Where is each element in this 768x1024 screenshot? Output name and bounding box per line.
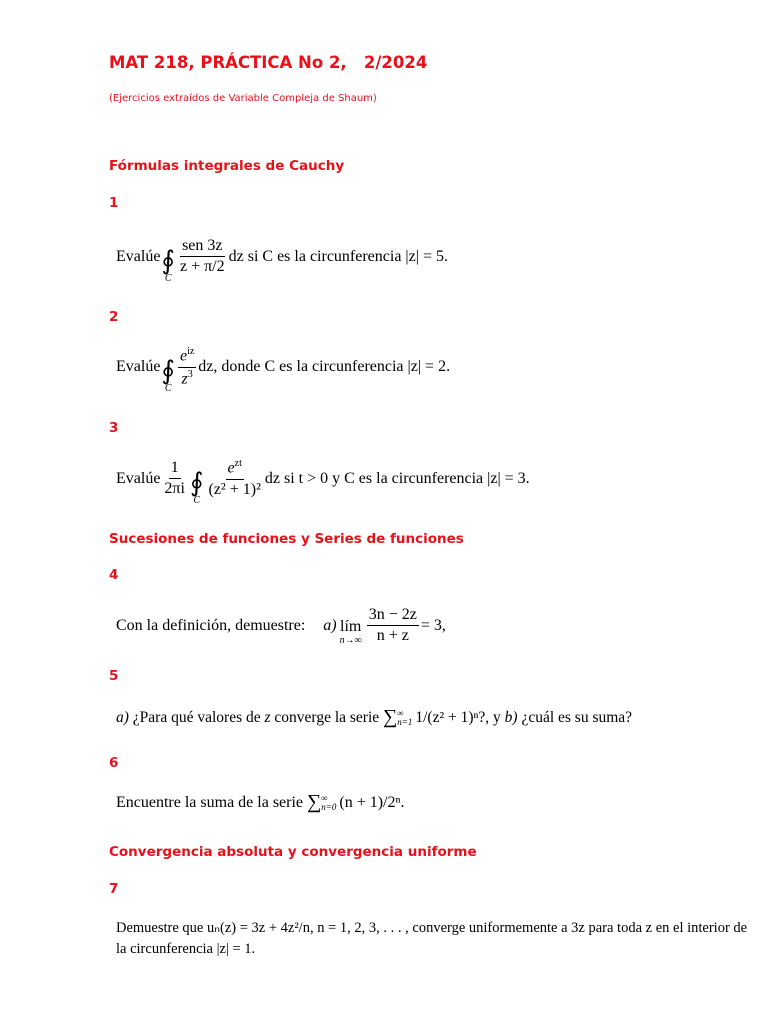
- exercise-1: [116, 237, 448, 284]
- exercise-number-7: 7: [109, 881, 119, 897]
- exercise-3: [116, 458, 530, 506]
- exercise-5-part-a: a): [116, 708, 129, 726]
- exercise-2-prefix: Evalúe: [116, 358, 161, 376]
- exercise-1-fraction: $\frac{\text{sen 3z}}{z + \pi/2}$: [179, 237, 225, 276]
- exercise-4-suffix: = 3,: [420, 616, 446, 634]
- exercise-3-prefix: Evalúe: [116, 469, 161, 487]
- exercise-2-suffix: dz, donde C es la circunferencia |z| = 2.: [198, 358, 451, 376]
- exercise-3-coefficient: $\frac{1}{2\pi i}$: [164, 458, 185, 498]
- exercise-number-4: 4: [109, 567, 119, 583]
- exercise-1-suffix: dz si C es la circunferencia |z| = 5.: [228, 247, 448, 265]
- sum-limits: ∞ n=1: [397, 707, 413, 727]
- exercise-7: [116, 918, 747, 960]
- limit-symbol: lím n→∞: [339, 617, 362, 646]
- exercise-5-term: 1/(z² + 1)ⁿ?, y: [415, 708, 501, 726]
- exercise-number-6: 6: [109, 755, 119, 771]
- exercise-7-line-2: la circunferencia |z| = 1.: [116, 941, 256, 957]
- exercise-5-text-b: converge la serie: [274, 708, 380, 726]
- exercise-number-5: 5: [109, 668, 119, 684]
- sum-symbol: ∑: [383, 706, 398, 728]
- section-heading-sequences: Sucesiones de funciones y Series de funciones: [109, 531, 464, 547]
- exercise-number-2: 2: [109, 309, 119, 325]
- exercise-2: [116, 346, 451, 395]
- section-heading-convergence: Convergencia absoluta y convergencia uniforme: [109, 844, 477, 860]
- exercise-1-prefix: Evalúe: [116, 247, 161, 265]
- contour-integral-symbol: ∮ C: [161, 356, 175, 395]
- exercise-7-line-1: Demuestre que uₙ(z) = 3z + 4z²/n, n = 1, 2, 3, . . . , converge uniformemente a 3z para toda z en el interior de: [116, 920, 748, 936]
- exercise-3-suffix: dz si t > 0 y C es la circunferencia |z| = 3.: [264, 469, 530, 487]
- exercise-number-1: 1: [109, 195, 119, 211]
- exercise-5: [116, 706, 632, 729]
- contour-integral-symbol: ∮ C: [189, 467, 204, 506]
- exercise-6: [116, 791, 405, 814]
- exercise-4: [116, 606, 446, 646]
- section-heading-cauchy: Fórmulas integrales de Cauchy: [109, 158, 345, 174]
- exercise-6-term: (n + 1)/2ⁿ.: [339, 793, 405, 811]
- exercise-4-part: a): [323, 616, 337, 634]
- exercise-2-fraction: $\frac{e^{iz}}{z^3}$: [179, 346, 195, 388]
- exercise-5-text-a: ¿Para qué valores de: [132, 708, 261, 726]
- exercise-4-fraction: $\frac{3n - 2z}{n + z}$: [368, 606, 417, 645]
- exercise-4-prefix: Con la definición, demuestre:: [116, 616, 306, 634]
- page-subtitle: (Ejercicios extraídos de Variable Compleja de Shaum): [109, 93, 377, 104]
- exercise-3-fraction: $\frac{e^{zt}}{\text{(z² + 1)²}}$: [208, 458, 261, 498]
- sum-limits: ∞ n=0: [321, 792, 337, 812]
- sum-symbol: ∑: [307, 791, 322, 813]
- exercise-5-text-c: ¿cuál es su suma?: [521, 708, 633, 726]
- exercise-5-variable: z: [264, 708, 271, 726]
- contour-integral-symbol: ∮ C: [161, 245, 175, 284]
- page-title: MAT 218, PRÁCTICA No 2, 2/2024: [109, 53, 428, 72]
- exercise-number-3: 3: [109, 420, 119, 436]
- exercise-6-text: Encuentre la suma de la serie: [116, 793, 304, 811]
- exercise-5-part-b: b): [504, 708, 518, 726]
